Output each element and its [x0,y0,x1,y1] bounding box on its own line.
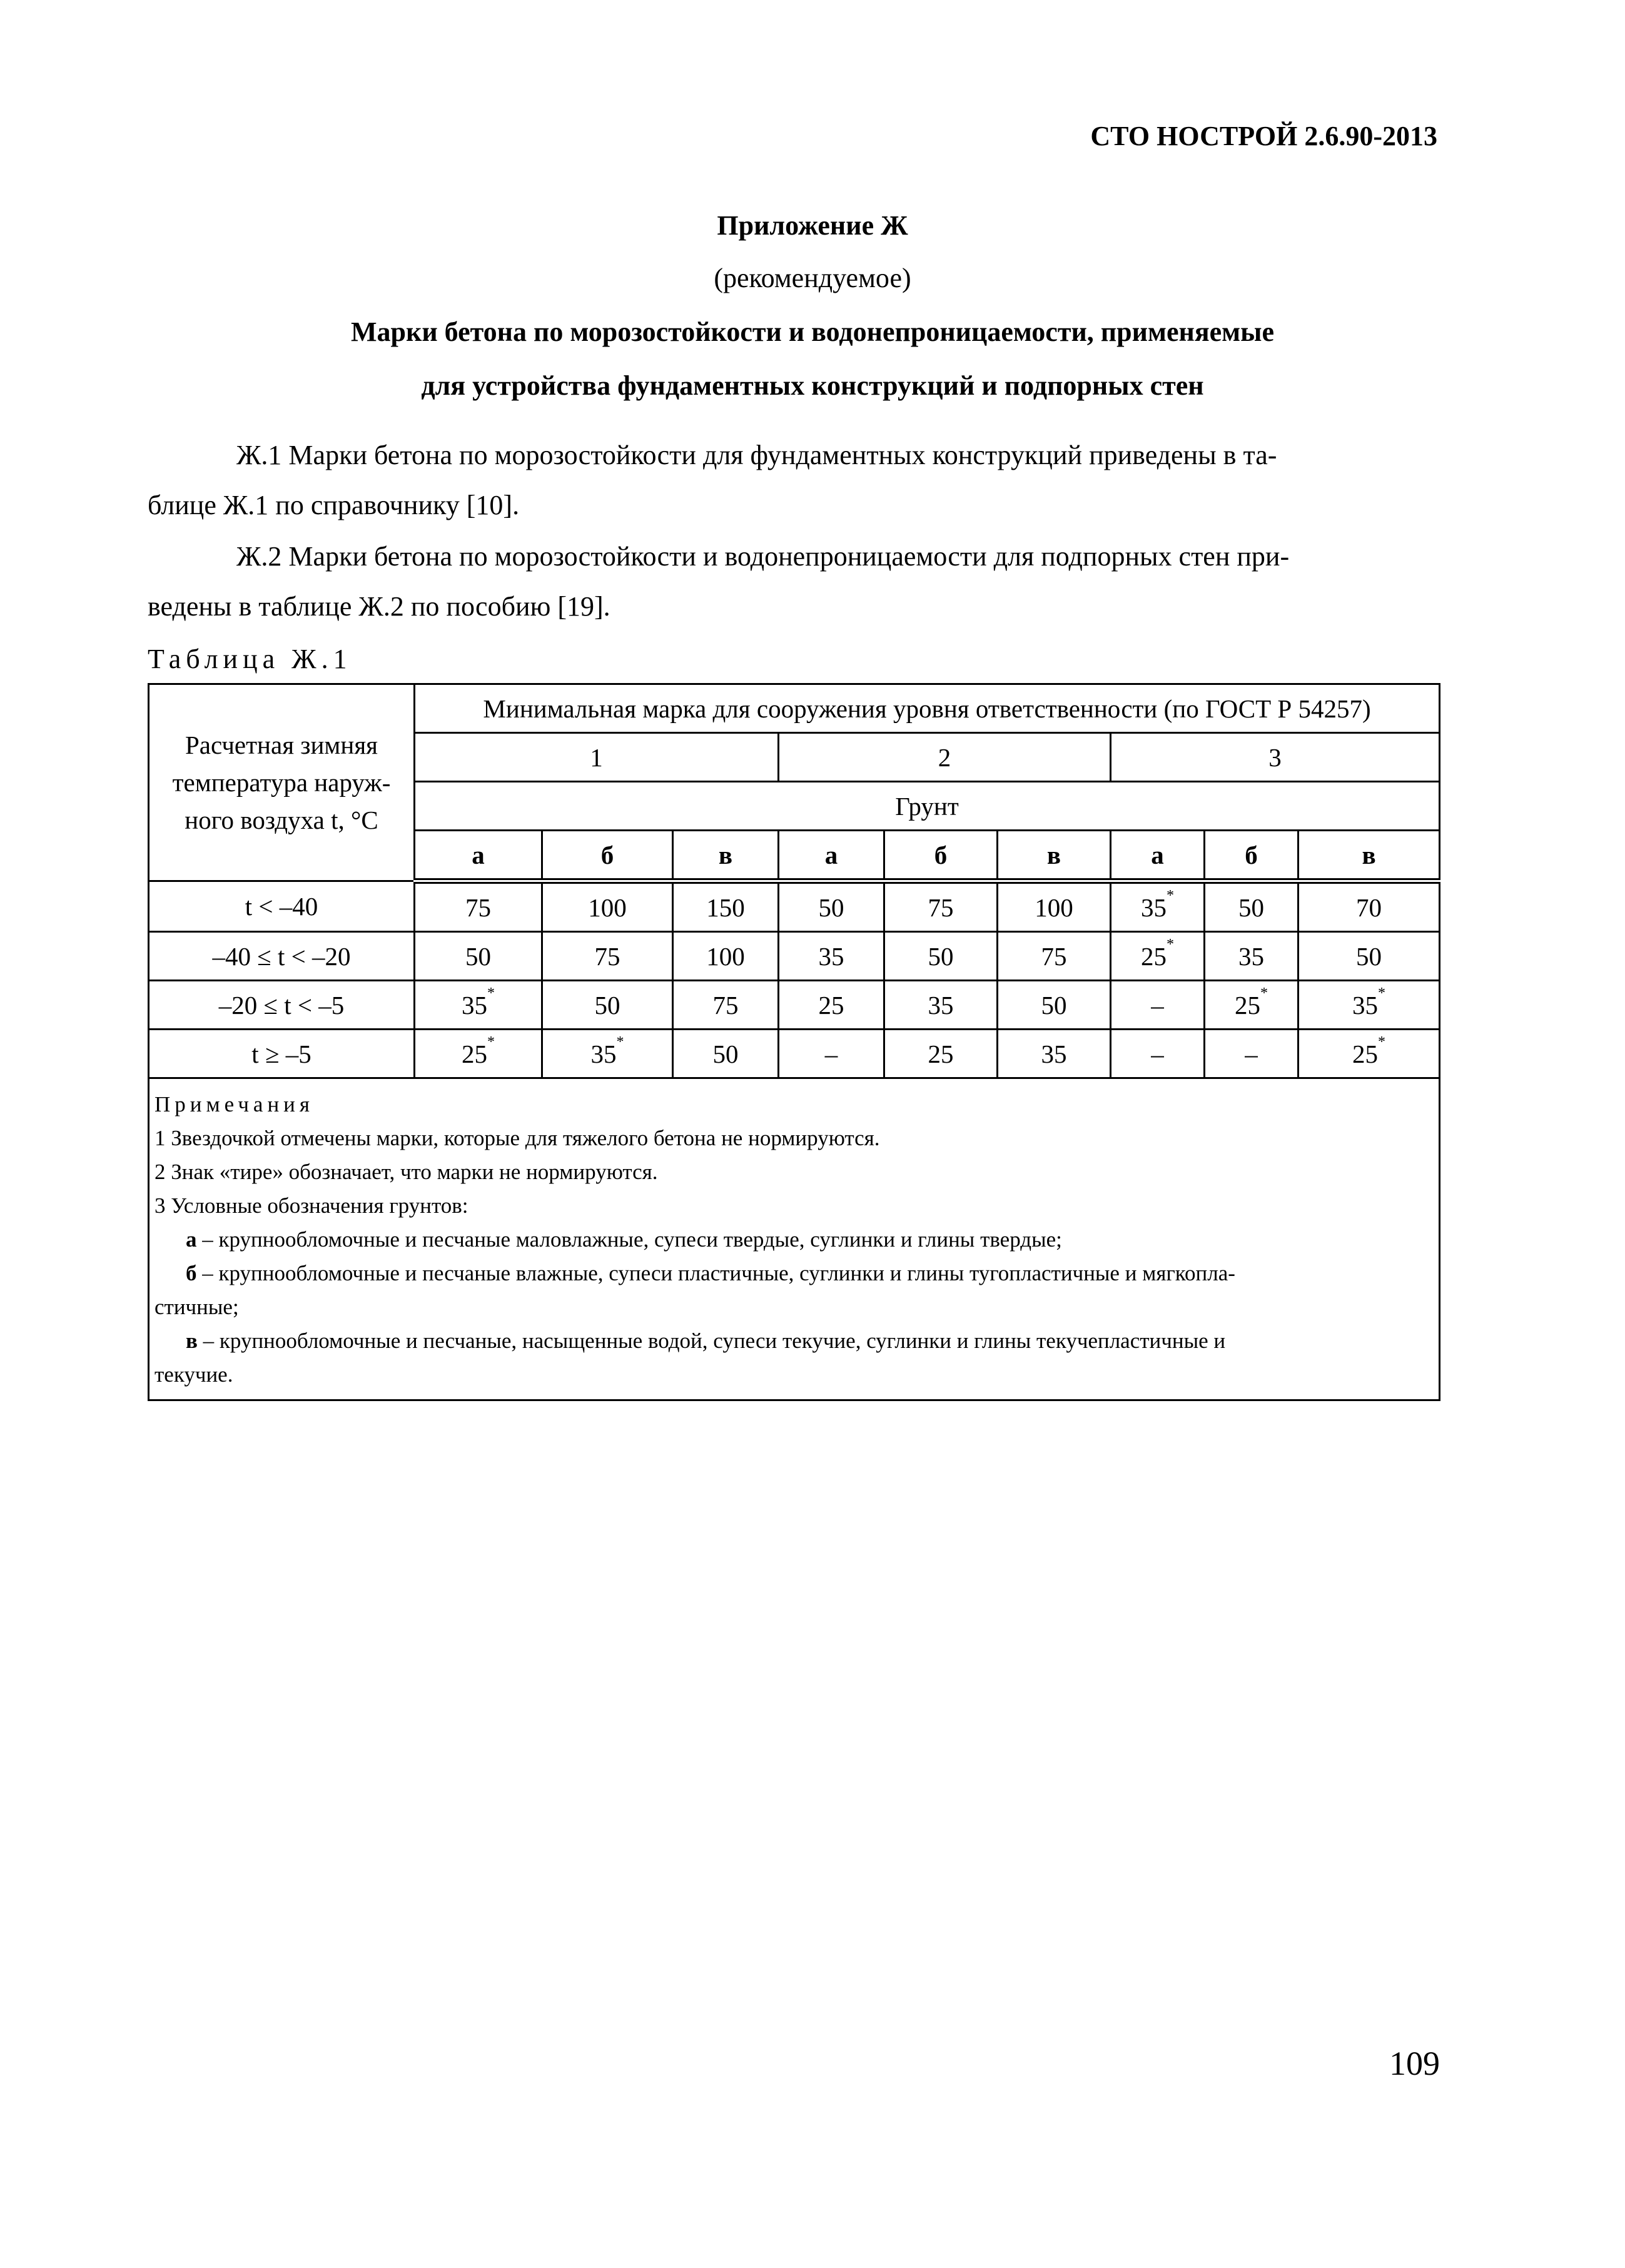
grade-cell [779,1030,884,1078]
grade-cell [415,981,542,1030]
soil-type-cell: а [1111,831,1205,881]
grade-value: – [824,1039,838,1068]
note-soil-v-cont: текучие. [154,1362,233,1387]
temperature-range-cell: –40 ≤ t < –20 [149,932,415,981]
row-header-cell [149,684,415,881]
paragraph-zh2-line1: Ж.2 Марки бетона по морозостойкости и водонепроницаемости для подпорных стен при- [236,541,1290,572]
grade-cell [542,881,673,932]
grade-cell [779,981,884,1030]
grade-value: 75 [928,893,954,922]
notes-title: Примечания [154,1092,315,1116]
note-3: 3 Условные обозначения грунтов: [154,1193,468,1218]
grade-cell [884,881,998,932]
grade-cell [1298,881,1440,932]
grade-value: 35 [590,1039,617,1068]
grade-value: – [1245,1039,1258,1068]
note-2: 2 Знак «тире» обозначает, что марки не нормируются. [154,1160,658,1184]
grade-value: 50 [594,990,620,1020]
grade-value: 25 [1141,941,1167,971]
note-soil-a: а – крупнообломочные и песчаные маловлажные, супеси твердые, суглинки и глины твердые; [186,1227,1062,1252]
appendix-heading-line-1: Марки бетона по морозостойкости и водонепроницаемости, применяемые [350,316,1275,347]
asterisk-mark: * [487,1033,495,1050]
paragraph-zh1-line1: Ж.1 Марки бетона по морозостойкости для фундаментных конструкций приведены в та- [236,440,1277,470]
grade-value: 50 [1356,941,1382,971]
asterisk-mark: * [1167,887,1174,904]
grade-value: 25 [928,1039,954,1068]
grade-value: 100 [588,893,627,922]
appendix-heading-line-2: для устройства фундаментных конструкций и подпорных стен [421,370,1204,401]
paragraph-zh1 [148,430,1439,530]
frost-resistance-table [148,683,1440,1401]
grade-cell [884,1030,998,1078]
grade-value: 25 [818,990,844,1020]
grade-value: 35 [1041,1039,1067,1068]
note-soil-b: б – крупнообломочные и песчаные влажные, супеси пластичные, суглинки и глины тугопластичные и мягкопла- [186,1261,1235,1285]
grade-cell [673,1030,779,1078]
grade-cell [998,981,1111,1030]
grade-value: 150 [706,893,745,922]
grade-cell [884,981,998,1030]
soil-type-cell: в [673,831,779,881]
grade-value: 50 [712,1039,739,1068]
grade-cell [415,932,542,981]
row-header-line: Расчетная зимняя [185,731,378,759]
soil-type-cell: б [884,831,998,881]
grade-cell [998,881,1111,932]
grade-cell [673,932,779,981]
grade-cell [884,932,998,981]
grade-value: 100 [706,941,745,971]
grade-cell [1205,932,1298,981]
level-header-cell: 1 [415,733,779,782]
soil-type-cell: а [779,831,884,881]
paragraph-zh2-line2: ведены в таблице Ж.2 по пособию [19]. [148,591,610,622]
grade-value: 50 [1041,990,1067,1020]
note-soil-v: в – крупнообломочные и песчаные, насыщенные водой, супеси текучие, суглинки и глины текучепластичные и [186,1329,1226,1353]
temperature-range-cell: –20 ≤ t < –5 [149,981,415,1030]
temperature-range-cell: t < –40 [149,881,415,932]
table-row [149,981,1440,1030]
document-code: СТО НОСТРОЙ 2.6.90-2013 [1090,121,1437,151]
grade-value: 35 [818,941,844,971]
grade-cell [998,1030,1111,1078]
soil-type-cell: в [998,831,1111,881]
grade-cell [1205,981,1298,1030]
grade-cell [1111,981,1205,1030]
grade-cell [779,881,884,932]
grade-value: 75 [1041,941,1067,971]
table-caption: Таблица Ж.1 [148,644,352,674]
soil-key-b: б [186,1261,197,1285]
note-soil-b-cont: стичные; [154,1295,239,1319]
grade-value: 50 [928,941,954,971]
grade-value: 75 [712,990,739,1020]
grade-value: – [1151,1039,1164,1068]
grade-value: 35 [928,990,954,1020]
table-row [149,1030,1440,1078]
grade-cell [1111,932,1205,981]
grade-value: – [1151,990,1164,1020]
table-row [149,932,1440,981]
grade-value: 50 [818,893,844,922]
grade-cell [779,932,884,981]
asterisk-mark: * [1167,936,1174,953]
asterisk-mark: * [487,985,495,1001]
grade-cell [1205,881,1298,932]
paragraph-zh1-line2: блице Ж.1 по справочнику [10]. [148,490,520,520]
soil-type-cell: а [415,831,542,881]
grade-cell [415,881,542,932]
asterisk-mark: * [1260,985,1268,1001]
grade-value: 35 [1141,893,1167,922]
grade-value: 75 [594,941,620,971]
level-header-cell: 3 [1111,733,1440,782]
grade-cell [673,881,779,932]
grade-cell [1298,981,1440,1030]
page-number: 109 [1389,2045,1440,2082]
group-header-cell: Минимальная марка для сооружения уровня ответственности (по ГОСТ Р 54257) [415,684,1440,733]
asterisk-mark: * [1378,1033,1386,1050]
table-notes [149,1078,1440,1400]
appendix-status: (рекомендуемое) [714,263,911,293]
grade-cell [1111,1030,1205,1078]
soil-type-cell: в [1298,831,1440,881]
grade-cell [1298,932,1440,981]
grade-cell [998,932,1111,981]
grade-value: 35 [1238,941,1264,971]
grade-value: 25 [1352,1039,1379,1068]
temperature-range-cell: t ≥ –5 [149,1030,415,1078]
table-body [149,881,1440,1078]
grade-value: 25 [462,1039,487,1068]
asterisk-mark: * [1378,985,1386,1001]
grade-value: 70 [1356,893,1382,922]
grade-cell [673,981,779,1030]
soil-header-cell: Грунт [415,782,1440,831]
grade-value: 35 [462,990,487,1020]
paragraph-zh2 [148,532,1439,632]
asterisk-mark: * [616,1033,624,1050]
soil-type-cell: б [542,831,673,881]
grade-cell [542,981,673,1030]
grade-cell [1111,881,1205,932]
note-1: 1 Звездочкой отмечены марки, которые для тяжелого бетона не нормируются. [154,1126,880,1150]
row-header-line: температура наруж- [172,768,391,797]
soil-key-v: в [186,1329,198,1353]
grade-value: 50 [465,941,491,971]
grade-cell [415,1030,542,1078]
grade-value: 35 [1352,990,1379,1020]
grade-cell [542,1030,673,1078]
soil-type-cell: б [1205,831,1298,881]
grade-value: 75 [465,893,491,922]
grade-value: 100 [1035,893,1073,922]
grade-value: 50 [1238,893,1264,922]
grade-cell [1205,1030,1298,1078]
soil-key-a: а [186,1227,197,1252]
grade-cell [542,932,673,981]
appendix-title: Приложение Ж [717,210,908,241]
level-header-cell: 2 [779,733,1111,782]
row-header-line: ного воздуха t, °С [185,806,378,834]
grade-cell [1298,1030,1440,1078]
grade-value: 25 [1235,990,1260,1020]
table-row [149,881,1440,932]
